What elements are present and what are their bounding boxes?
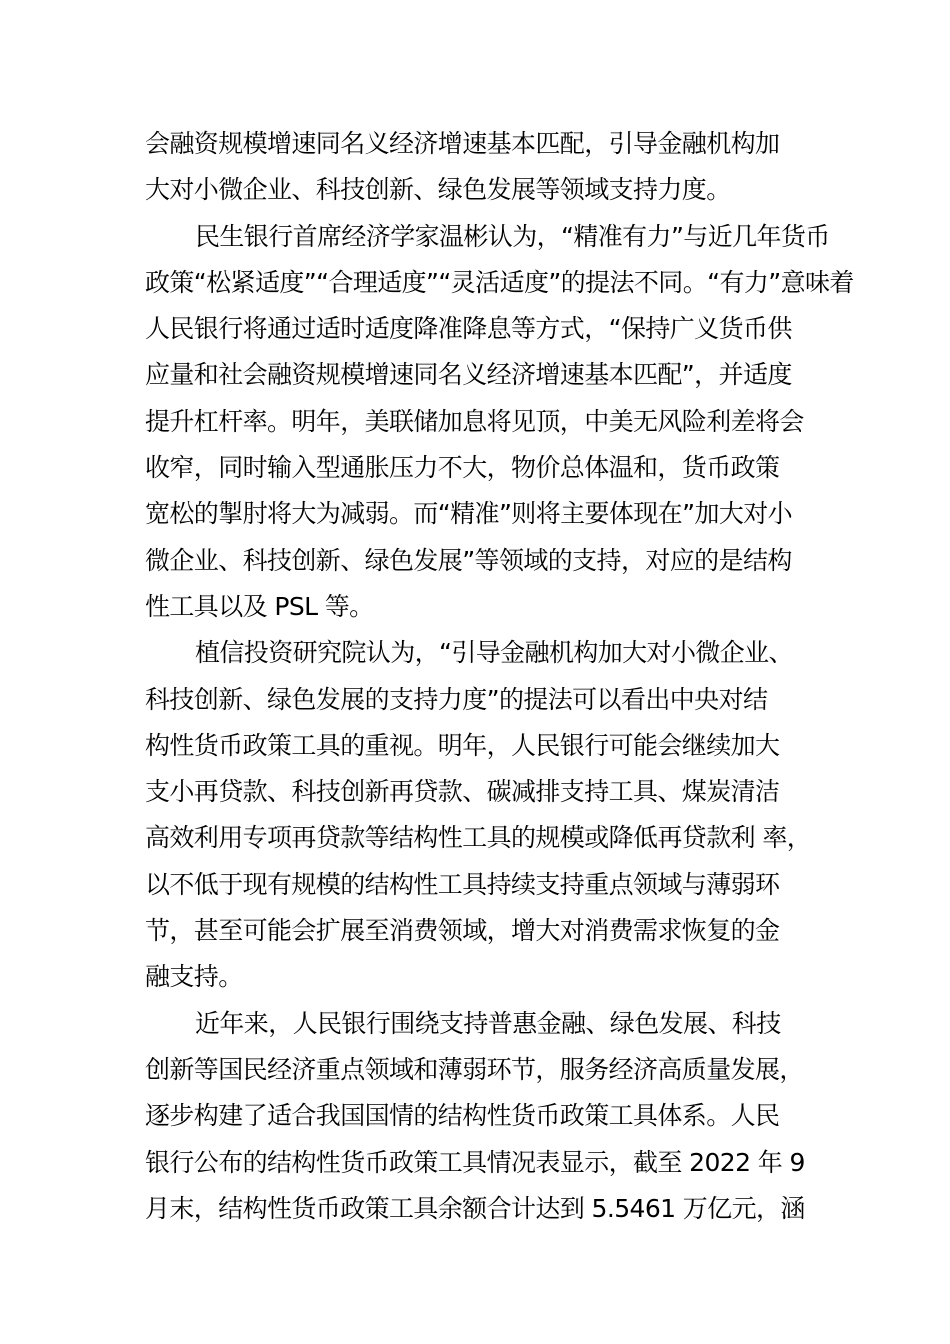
text-line: 性工具以及 PSL 等。 [145, 591, 374, 621]
text-line: 月末，结构性货币政策工具余额合计达到 5.5461 万亿元，涵 [145, 1193, 805, 1223]
body-text [145, 121, 854, 1232]
text-line: 逐步构建了适合我国国情的结构性货币政策工具体系。人民 [145, 1101, 780, 1131]
text-line: 创新等国民经济重点领域和薄弱环节，服务经济高质量发展， [145, 1054, 804, 1084]
text-line: 会融资规模增速同名义经济增速基本匹配，引导金融机构加 [145, 129, 780, 158]
text-line: 应量和社会融资规模增速同名义经济增速基本匹配”，并适度 [145, 360, 792, 390]
text-line: 微企业、科技创新、绿色发展”等领域的支持，对应的是结构 [145, 545, 792, 575]
text-line: 构性货币政策工具的重视。明年，人民银行可能会继续加大 [145, 730, 780, 760]
text-line: 政策“松紧适度”“合理适度”“灵活适度”的提法不同。“有力”意味着 [145, 267, 854, 297]
paragraph-3 [145, 630, 825, 1000]
text-line: 大对小微企业、科技创新、绿色发展等领域支持力度。 [145, 175, 731, 205]
text-line: 节，甚至可能会扩展至消费领域，增大对消费需求恢复的金 [145, 916, 780, 946]
text-line: 提升杠杆率。明年，美联储加息将见顶，中美无风险利差将会 [145, 406, 804, 436]
text-line: 植信投资研究院认为，“引导金融机构加大对小微企业、 [195, 638, 793, 668]
paragraph-1 [145, 121, 825, 214]
text-line: 以不低于现有规模的结构性工具持续支持重点领域与薄弱环 [145, 869, 780, 899]
text-line: 近年来，人民银行围绕支持普惠金融、绿色发展、科技 [195, 1008, 781, 1038]
text-line: 民生银行首席经济学家温彬认为，“精准有力”与近几年货币 [195, 221, 830, 251]
text-line: 高效利用专项再贷款等结构性工具的规模或降低再贷款利 率， [145, 823, 812, 853]
paragraph-2 [145, 214, 854, 631]
text-line: 银行公布的结构性货币政策工具情况表显示，截至 2022 年 9 [145, 1147, 805, 1177]
text-line: 宽松的掣肘将大为减弱。而“精准”则将主要体现在”加大对小 [145, 499, 793, 529]
text-line: 融支持。 [145, 962, 243, 992]
text-line: 支小再贷款、科技创新再贷款、碳减排支持工具、煤炭清洁 [145, 777, 780, 807]
text-line: 科技创新、绿色发展的支持力度”的提法可以看出中央对结 [145, 684, 768, 714]
paragraph-4 [145, 1001, 825, 1232]
text-line: 收窄，同时输入型通胀压力不大，物价总体温和，货币政策 [145, 453, 780, 483]
text-line: 人民银行将通过适时适度降准降息等方式，“保持广义货币供 [145, 314, 792, 344]
